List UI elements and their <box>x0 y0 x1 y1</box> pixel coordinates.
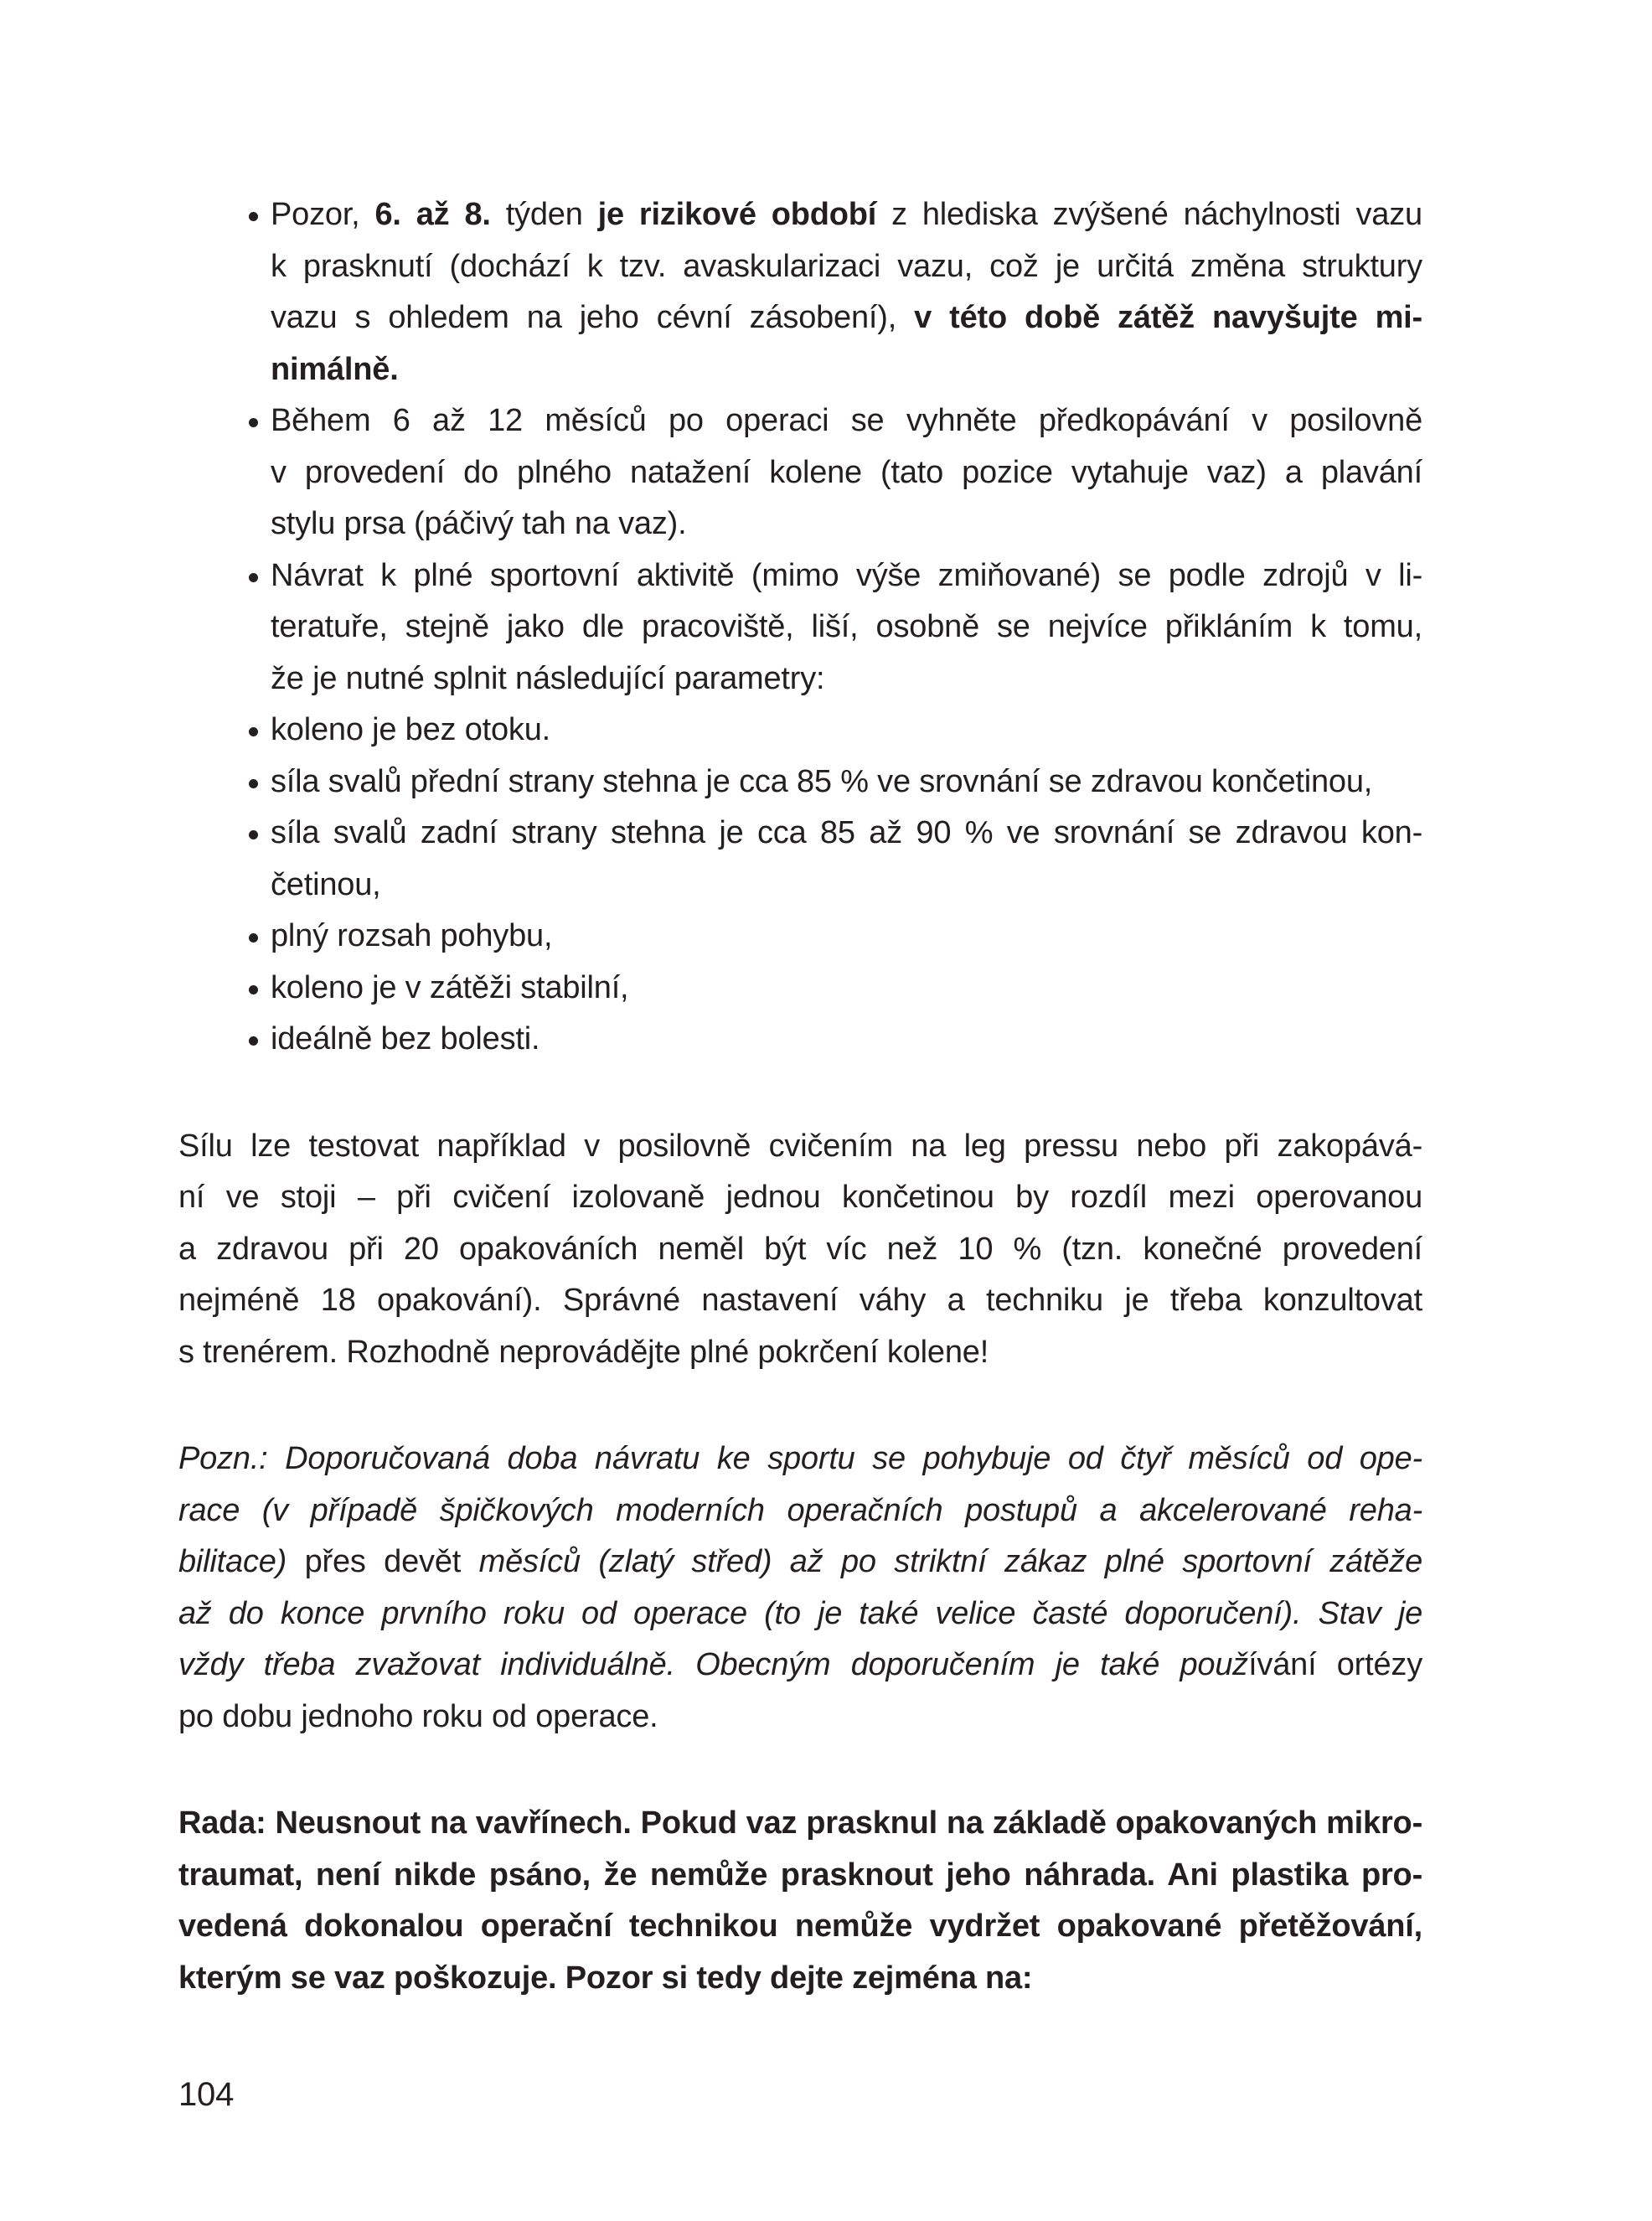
text-line <box>178 344 1422 396</box>
text-line <box>178 1588 1422 1640</box>
text-line <box>178 1433 1422 1485</box>
text-line-content: v provedení do plného natažení kolene (tato pozice vytahuje vaz) a plavání <box>271 454 1422 490</box>
paragraph <box>178 1798 1422 2004</box>
text-line <box>178 1327 1422 1379</box>
text-line <box>178 1901 1422 1953</box>
text-line <box>178 1014 1422 1066</box>
text-line-content: Sílu lze testovat například v posilovně cvičením na leg pressu nebo při zakopává- <box>178 1128 1423 1164</box>
text-line-content: vazu s ohledem na jeho cévní zásobení), v této době zátěž navyšujte mi- <box>271 300 1422 335</box>
text-line-content: Návrat k plné sportovní aktivitě (mimo výše zmiňované) se podle zdrojů v li- <box>271 557 1423 593</box>
text-line <box>178 860 1422 912</box>
bullet-icon <box>249 573 258 582</box>
text-line-content: teratuře, stejně jako dle pracoviště, liší, osobně se nejvíce přikláním k tomu, <box>271 609 1422 644</box>
text-line <box>178 653 1422 705</box>
page-number: 104 <box>178 2076 235 2113</box>
text-line <box>178 911 1422 963</box>
text-line-content: koleno je v zátěži stabilní, <box>271 969 629 1005</box>
text-line <box>178 189 1422 241</box>
bullet-item <box>178 189 1422 395</box>
text-line-content: race (v případě špičkových moderních operačních postupů a akcelerované reha- <box>178 1492 1423 1528</box>
text-line-content: ideálně bez bolesti. <box>271 1021 540 1056</box>
text-line <box>178 1537 1422 1588</box>
text-line <box>178 1485 1422 1537</box>
bullet-item <box>178 808 1422 911</box>
text-line <box>178 1640 1422 1692</box>
text-line-content: až do konce prvního roku od operace (to je také velice časté doporučení). Stav je <box>178 1595 1423 1631</box>
text-line <box>178 1172 1422 1224</box>
text-line <box>178 963 1422 1015</box>
text-line-content: ní ve stoji – při cvičení izolovaně jednou končetinou by rozdíl mezi operovanou <box>178 1180 1423 1215</box>
bullet-icon <box>249 933 258 943</box>
text-line <box>178 1224 1422 1276</box>
text-line <box>178 808 1422 860</box>
text-line-content: a zdravou při 20 opakováních neměl být víc než 10 % (tzn. konečné provedení <box>178 1231 1423 1267</box>
text-line-content: koleno je bez otoku. <box>271 712 551 747</box>
text-line-content: bilitace) přes devět měsíců (zlatý střed) až po striktní zákaz plné sportovní zátěže <box>178 1544 1423 1579</box>
text-line <box>178 241 1422 293</box>
bullet-icon <box>249 418 258 427</box>
bullet-icon <box>249 985 258 994</box>
bullet-item <box>178 757 1422 808</box>
bullet-item <box>178 395 1422 550</box>
text-line <box>178 1953 1422 2005</box>
text-line-content: s trenérem. Rozhodně neprovádějte plné pokrčení kolene! <box>178 1334 989 1370</box>
text-line-content: stylu prsa (páčivý tah na vaz). <box>271 506 687 541</box>
text-line <box>178 447 1422 499</box>
text-content <box>178 189 1422 2004</box>
text-line-content: Pozn.: Doporučovaná doba návratu ke sportu se pohybuje od čtyř měsíců od ope- <box>178 1441 1422 1476</box>
text-line <box>178 602 1422 653</box>
text-line <box>178 1121 1422 1173</box>
text-line-content: traumat, není nikde psáno, že nemůže prasknout jeho náhrada. Ani plastika pro- <box>178 1857 1423 1893</box>
text-line <box>178 395 1422 447</box>
text-line-content: vždy třeba zvažovat individuálně. Obecným doporučením je také používání ortézy <box>178 1647 1423 1682</box>
paragraph <box>178 1121 1422 1379</box>
bullet-item <box>178 550 1422 705</box>
bullet-item <box>178 963 1422 1015</box>
text-line-content: Během 6 až 12 měsíců po operaci se vyhněte předkopávání v posilovně <box>271 403 1423 438</box>
text-line-content: Pozor, 6. až 8. týden je rizikové období z hlediska zvýšené náchylnosti vazu <box>271 197 1422 232</box>
text-line-content: kterým se vaz poškozuje. Pozor si tedy dejte zejména na: <box>178 1960 1033 1996</box>
text-line <box>178 550 1422 602</box>
bullet-icon <box>249 212 258 221</box>
bullet-item <box>178 911 1422 963</box>
text-line <box>178 757 1422 808</box>
text-line-content: nimálně. <box>271 351 399 387</box>
text-line-content: po dobu jednoho roku od operace. <box>178 1698 658 1734</box>
text-line-content: k prasknutí (dochází k tzv. avaskularizaci vazu, což je určitá změna struktury <box>271 248 1422 284</box>
text-line-content: plný rozsah pohybu, <box>271 918 553 953</box>
text-line <box>178 705 1422 757</box>
text-line-content: síla svalů přední strany stehna je cca 85 % ve srovnání se zdravou končetinou, <box>271 763 1373 799</box>
text-line-content: vedená dokonalou operační technikou nemůže vydržet opakované přetěžování, <box>178 1909 1422 1944</box>
paragraph <box>178 1433 1422 1743</box>
text-line-content: Rada: Neusnout na vavřínech. Pokud vaz prasknul na základě opakovaných mikro- <box>178 1805 1423 1841</box>
text-line-content: nejméně 18 opakování). Správné nastavení váhy a techniku je třeba konzultovat <box>178 1283 1422 1318</box>
bullet-icon <box>249 1036 258 1046</box>
bullet-icon <box>249 779 258 788</box>
text-line-content: síla svalů zadní strany stehna je cca 85 až 90 % ve srovnání se zdravou kon- <box>271 815 1423 850</box>
text-line-content: že je nutné splnit následující parametry: <box>271 660 825 696</box>
text-line <box>178 1798 1422 1850</box>
bullet-item <box>178 705 1422 757</box>
text-line <box>178 292 1422 344</box>
text-line <box>178 1275 1422 1327</box>
bullet-item <box>178 1014 1422 1066</box>
text-line <box>178 1692 1422 1743</box>
bullet-icon <box>249 830 258 839</box>
bullet-icon <box>249 727 258 736</box>
text-line-content: četinou, <box>271 866 381 902</box>
text-line <box>178 1850 1422 1902</box>
text-line <box>178 498 1422 550</box>
